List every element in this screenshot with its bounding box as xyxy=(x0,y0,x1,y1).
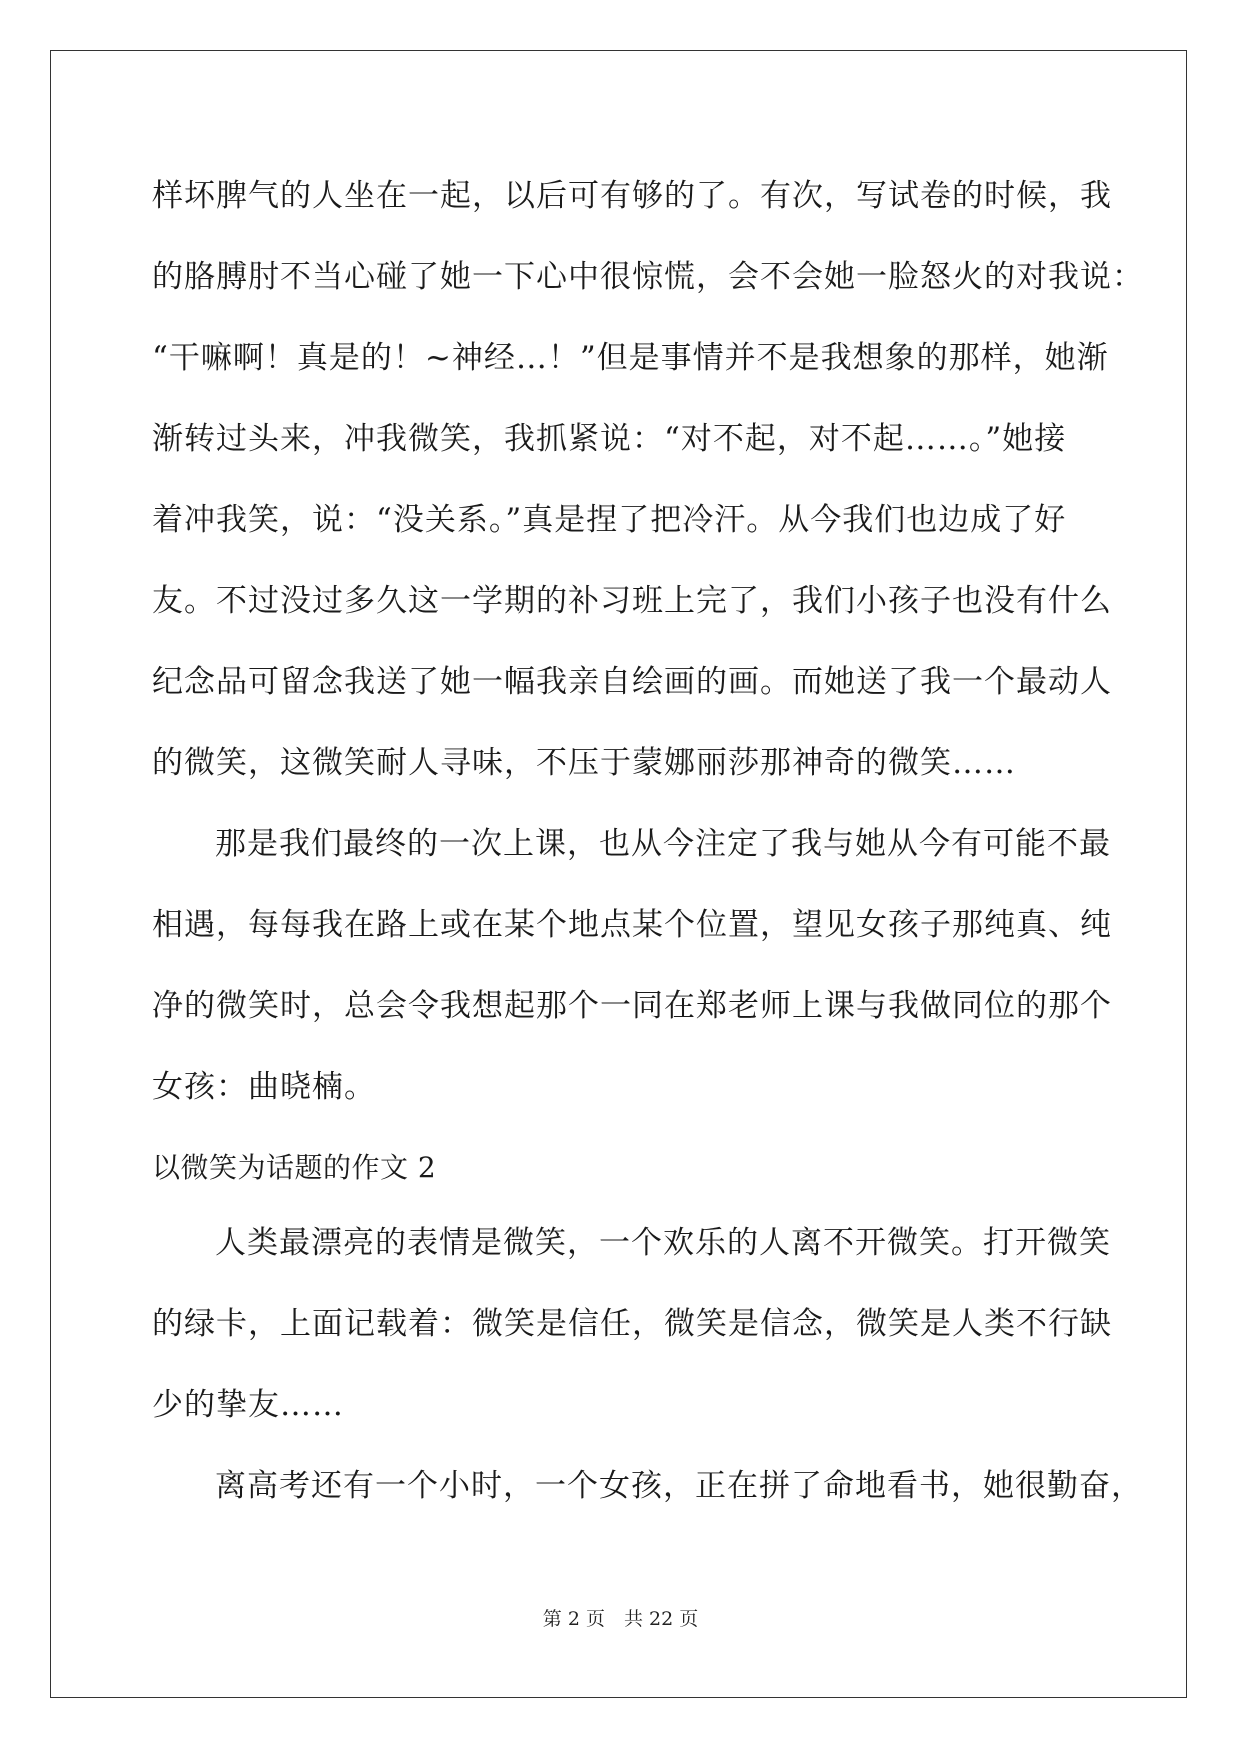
text-line: 样坏脾气的人坐在一起，以后可有够的了。有次，写试卷的时候，我 xyxy=(152,178,1112,214)
page-number-footer: 第 2 页 共 22 页 xyxy=(542,1608,699,1630)
text-line: 着冲我笑，说：“没关系。”真是捏了把冷汗。从今我们也边成了好 xyxy=(152,502,1067,538)
text-line: 渐转过头来，冲我微笑，我抓紧说：“对不起，对不起……。”她接 xyxy=(152,421,1067,457)
paragraph-start-line: 那是我们最终的一次上课，也从今注定了我与她从今有可能不最 xyxy=(215,826,1111,862)
document-body xyxy=(152,166,1144,1537)
text-line: 女孩：曲晓楠。 xyxy=(152,1069,376,1105)
text-line: “干嘛啊！真是的！~神经…！”但是事情并不是我想象的那样，她渐 xyxy=(152,340,1109,376)
text-line: 少的挚友…… xyxy=(152,1387,344,1423)
text-line: 的绿卡，上面记载着：微笑是信任，微笑是信念，微笑是人类不行缺 xyxy=(152,1306,1112,1342)
text-line: 净的微笑时，总会令我想起那个一同在郑老师上课与我做同位的那个 xyxy=(152,988,1112,1024)
text-line: 友。不过没过多久这一学期的补习班上完了，我们小孩子也没有什么 xyxy=(152,583,1112,619)
text-line: 相遇，每每我在路上或在某个地点某个位置，望见女孩子那纯真、纯 xyxy=(152,907,1112,943)
text-line: 的胳膊肘不当心碰了她一下心中很惊慌，会不会她一脸怒火的对我说： xyxy=(152,259,1144,295)
text-line: 的微笑，这微笑耐人寻味，不压于蒙娜丽莎那神奇的微笑…… xyxy=(152,745,1016,781)
text-line: 纪念品可留念我送了她一幅我亲自绘画的画。而她送了我一个最动人 xyxy=(152,664,1112,700)
section-heading: 以微笑为话题的作文 2 xyxy=(152,1151,437,1184)
paragraph-start-line: 人类最漂亮的表情是微笑，一个欢乐的人离不开微笑。打开微笑 xyxy=(215,1225,1111,1261)
paragraph-start-line: 离高考还有一个小时，一个女孩，正在拼了命地看书，她很勤奋， xyxy=(215,1468,1143,1504)
